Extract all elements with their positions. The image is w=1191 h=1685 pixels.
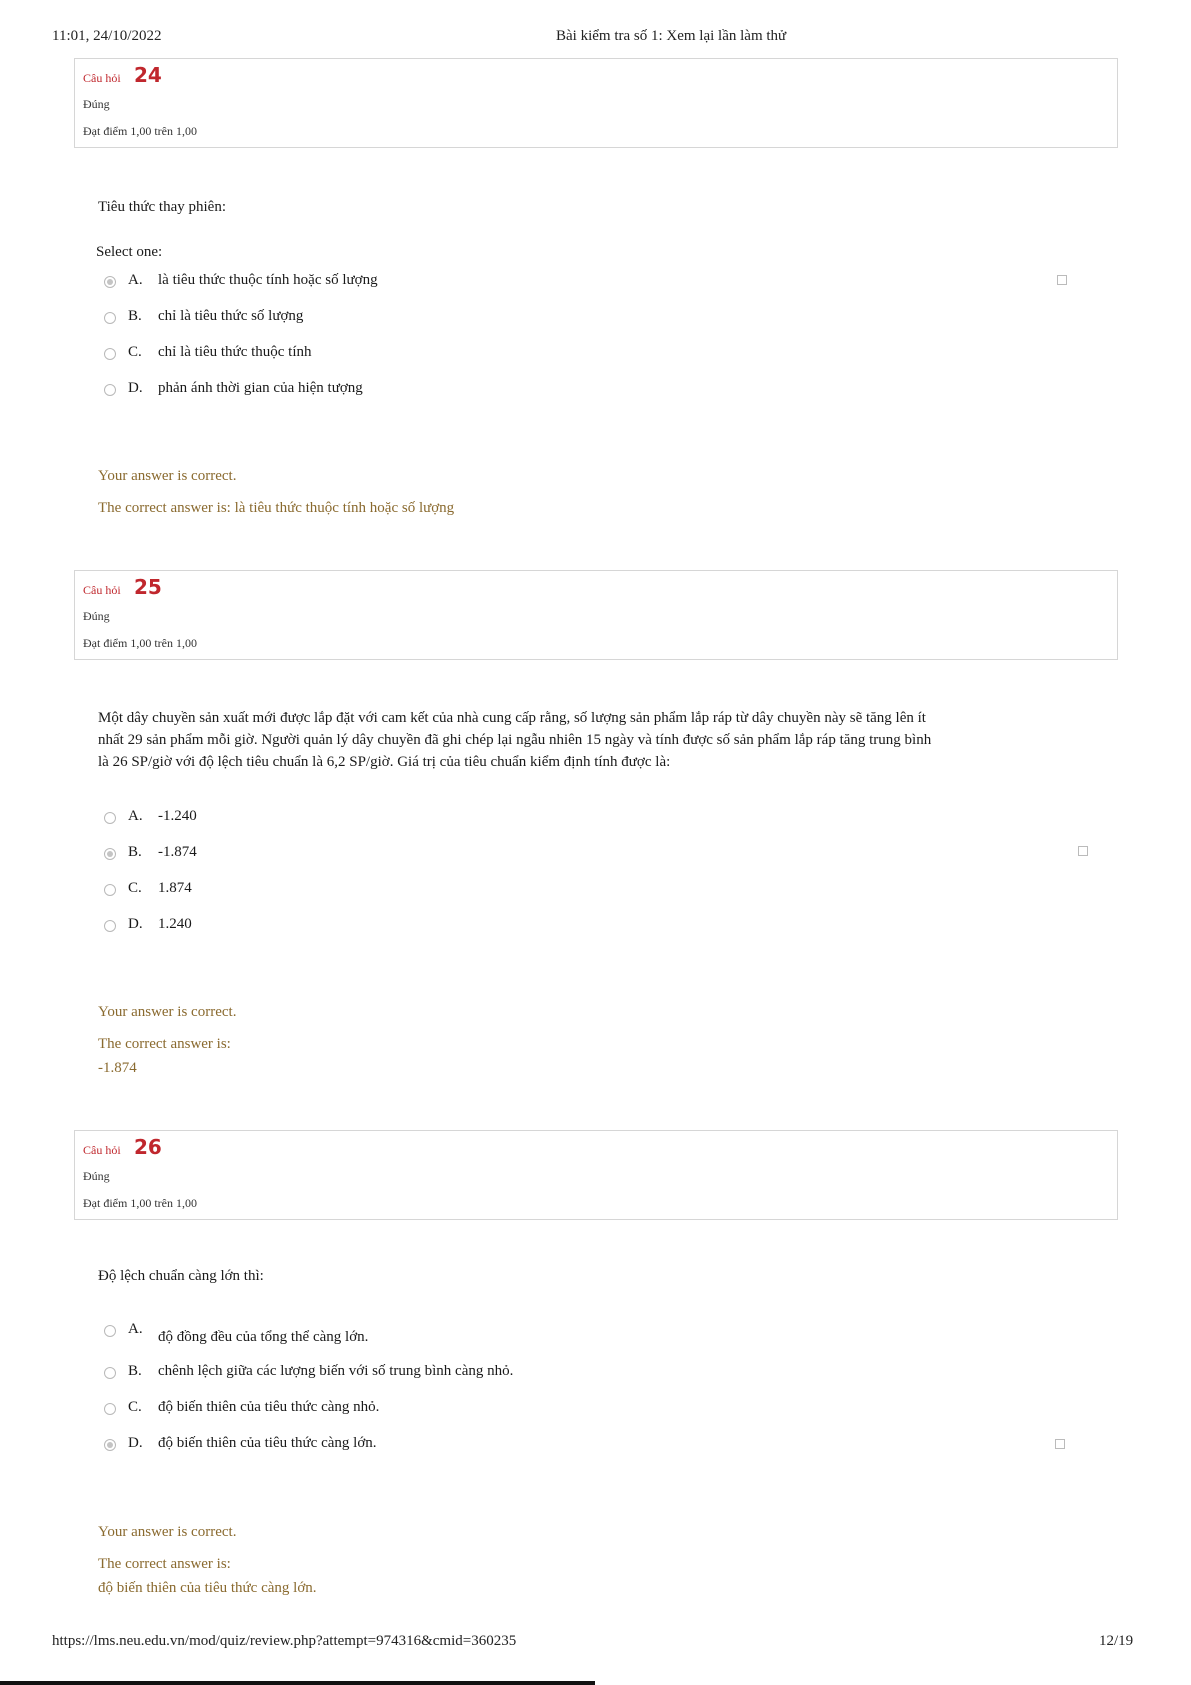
correct-answer-value: -1.874 — [98, 1060, 137, 1076]
option-letter: D. — [128, 916, 143, 932]
page-url: https://lms.neu.edu.vn/mod/quiz/review.php?attempt=974316&cmid=360235 — [52, 1633, 517, 1649]
question-text-line: là 26 SP/giờ với độ lệch tiêu chuẩn là 6,2 SP/giờ. Giá trị của tiêu chuẩn kiểm định tính được là: — [98, 754, 671, 770]
page-bottom-rule — [0, 1681, 595, 1685]
radio-button[interactable] — [104, 348, 116, 360]
radio-button[interactable] — [104, 884, 116, 896]
radio-button[interactable] — [104, 812, 116, 824]
radio-button[interactable] — [104, 276, 116, 288]
question-info-box — [74, 570, 1118, 660]
option-letter: C. — [128, 880, 142, 896]
question-info-box — [74, 58, 1118, 148]
option-text: 1.240 — [158, 916, 192, 932]
option-text: độ biến thiên của tiêu thức càng nhỏ. — [158, 1399, 380, 1415]
option-text: độ biến thiên của tiêu thức càng lớn. — [158, 1435, 377, 1451]
question-number: 25 — [134, 575, 162, 599]
question-label: Câu hỏi — [83, 71, 121, 85]
option-text: 1.874 — [158, 880, 192, 896]
option-letter: B. — [128, 308, 142, 324]
option-text: phản ánh thời gian của hiện tượng — [158, 380, 363, 396]
radio-button[interactable] — [104, 1439, 116, 1451]
question-state: Đúng — [83, 1169, 110, 1183]
question-number: 26 — [134, 1135, 162, 1159]
question-grade: Đạt điểm 1,00 trên 1,00 — [83, 1196, 197, 1210]
correct-check-icon — [1057, 275, 1067, 285]
question-state: Đúng — [83, 609, 110, 623]
option-text: -1.874 — [158, 844, 197, 860]
correct-answer-text: The correct answer is: là tiêu thức thuộc tính hoặc số lượng — [98, 500, 455, 516]
radio-button[interactable] — [104, 384, 116, 396]
question-label: Câu hỏi — [83, 583, 121, 597]
option-letter: C. — [128, 344, 142, 360]
question-label: Câu hỏi — [83, 1143, 121, 1157]
question-grade: Đạt điểm 1,00 trên 1,00 — [83, 124, 197, 138]
radio-button[interactable] — [104, 920, 116, 932]
select-one-prompt: Select one: — [96, 244, 163, 260]
page-title: Bài kiểm tra số 1: Xem lại lần làm thử — [556, 28, 787, 44]
feedback-text: Your answer is correct. — [98, 1524, 237, 1540]
question-info-box — [74, 1130, 1118, 1220]
option-text: độ đồng đều của tổng thể càng lớn. — [158, 1329, 369, 1345]
option-text: chỉ là tiêu thức thuộc tính — [158, 344, 312, 360]
question-number: 24 — [134, 63, 162, 87]
feedback-text: Your answer is correct. — [98, 1004, 237, 1020]
option-letter: A. — [128, 272, 143, 288]
question-state: Đúng — [83, 97, 110, 111]
question-grade: Đạt điểm 1,00 trên 1,00 — [83, 636, 197, 650]
radio-button[interactable] — [104, 312, 116, 324]
correct-answer-text: The correct answer is: — [98, 1036, 231, 1052]
question-text — [98, 707, 931, 773]
option-letter: B. — [128, 1363, 142, 1379]
question-text-line: nhất 29 sản phẩm mỗi giờ. Người quản lý dây chuyền đã ghi chép lại ngẫu nhiên 15 ngày và tính được số sản phẩm lắp ráp tăng trung bình — [98, 732, 932, 748]
option-letter: D. — [128, 1435, 143, 1451]
option-text: -1.240 — [158, 808, 197, 824]
correct-check-icon — [1055, 1439, 1065, 1449]
option-letter: D. — [128, 380, 143, 396]
option-letter: C. — [128, 1399, 142, 1415]
option-letter: A. — [128, 808, 143, 824]
question-text: Tiêu thức thay phiên: — [98, 199, 226, 215]
option-letter: A. — [128, 1321, 143, 1337]
option-letter: B. — [128, 844, 142, 860]
correct-answer-value: độ biến thiên của tiêu thức càng lớn. — [98, 1580, 317, 1596]
question-text-line: Một dây chuyền sản xuất mới được lắp đặt với cam kết của nhà cung cấp rằng, số lượng sản phẩm lắp ráp từ dây chuyền này sẽ tăng lên ít — [98, 710, 926, 726]
page-number: 12/19 — [1099, 1633, 1134, 1649]
radio-button[interactable] — [104, 1403, 116, 1415]
radio-button[interactable] — [104, 1325, 116, 1337]
correct-answer-text: The correct answer is: — [98, 1556, 231, 1572]
question-text: Độ lệch chuẩn càng lớn thì: — [98, 1268, 264, 1284]
correct-check-icon — [1078, 846, 1088, 856]
option-text: là tiêu thức thuộc tính hoặc số lượng — [158, 272, 378, 288]
option-text: chỉ là tiêu thức số lượng — [158, 308, 304, 324]
print-datetime: 11:01, 24/10/2022 — [52, 28, 162, 44]
feedback-text: Your answer is correct. — [98, 468, 237, 484]
radio-button[interactable] — [104, 848, 116, 860]
option-text: chênh lệch giữa các lượng biến với số trung bình càng nhỏ. — [158, 1363, 514, 1379]
radio-button[interactable] — [104, 1367, 116, 1379]
